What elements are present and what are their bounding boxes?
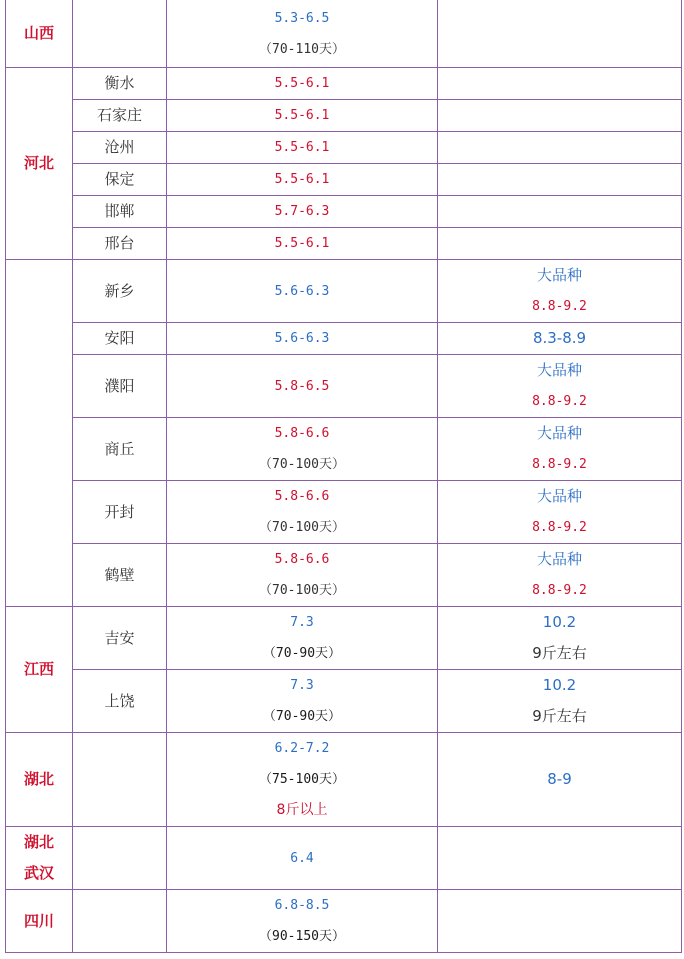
city-cell xyxy=(73,827,167,890)
city-cell: 邯郸 xyxy=(73,196,167,228)
value-cell xyxy=(438,670,682,733)
city-cell: 开封 xyxy=(73,481,167,544)
value-text: 8.3-8.9 xyxy=(532,329,587,347)
value-cell xyxy=(438,132,682,164)
range-cell xyxy=(167,0,438,68)
range-cell xyxy=(167,68,438,100)
days-value: （70-90天） xyxy=(262,646,342,661)
table-row xyxy=(6,260,682,323)
value-cell xyxy=(438,544,682,607)
province-cell: 四川 xyxy=(6,890,73,953)
variety-label: 大品种 xyxy=(536,424,582,442)
value-cell xyxy=(438,418,682,481)
value-cell xyxy=(438,100,682,132)
variety-label: 大品种 xyxy=(536,266,582,284)
table-row xyxy=(6,228,682,260)
province-cell xyxy=(6,827,73,890)
value-text: 8.8-9.2 xyxy=(532,457,587,472)
weight-text: 8斤以上 xyxy=(276,802,328,818)
table-row xyxy=(6,355,682,418)
range-cell xyxy=(167,827,438,890)
value-cell xyxy=(438,196,682,228)
range-cell xyxy=(167,323,438,355)
range-value: 5.7-6.3 xyxy=(274,204,330,219)
value-cell xyxy=(438,890,682,953)
value-text: 10.2 xyxy=(542,613,577,631)
range-value: 7.3 xyxy=(290,678,314,693)
weight-text: 9斤左右 xyxy=(532,707,587,725)
city-cell: 沧州 xyxy=(73,132,167,164)
range-value: 6.8-8.5 xyxy=(274,898,330,913)
value-cell xyxy=(438,164,682,196)
range-cell xyxy=(167,607,438,670)
value-cell xyxy=(438,0,682,68)
city-cell: 衡水 xyxy=(73,68,167,100)
range-cell xyxy=(167,418,438,481)
range-cell xyxy=(167,260,438,323)
range-value: 5.6-6.3 xyxy=(274,331,330,346)
value-text: 8.8-9.2 xyxy=(532,299,587,314)
province-line-2: 武汉 xyxy=(23,864,54,882)
city-cell: 濮阳 xyxy=(73,355,167,418)
value-cell xyxy=(438,481,682,544)
range-value: 5.6-6.3 xyxy=(274,283,330,299)
range-cell xyxy=(167,164,438,196)
range-cell xyxy=(167,544,438,607)
value-text: 8.8-9.2 xyxy=(532,520,587,535)
value-text: 10.2 xyxy=(542,676,577,694)
range-cell xyxy=(167,355,438,418)
province-cell xyxy=(6,260,73,607)
table-row xyxy=(6,733,682,827)
table-row xyxy=(6,132,682,164)
range-cell xyxy=(167,481,438,544)
range-cell xyxy=(167,132,438,164)
days-value: （75-100天） xyxy=(259,772,345,787)
range-value: 5.8-6.6 xyxy=(274,426,330,441)
range-value: 5.3-6.5 xyxy=(274,10,330,26)
days-value: （70-100天） xyxy=(259,457,345,472)
city-cell: 商丘 xyxy=(73,418,167,481)
price-table xyxy=(5,0,682,953)
value-cell xyxy=(438,260,682,323)
city-cell xyxy=(73,0,167,68)
range-value: 5.5-6.1 xyxy=(274,108,330,123)
city-cell: 保定 xyxy=(73,164,167,196)
variety-label: 大品种 xyxy=(536,550,582,568)
table-row xyxy=(6,164,682,196)
range-cell xyxy=(167,670,438,733)
range-cell xyxy=(167,733,438,827)
value-text: 8.8-9.2 xyxy=(532,394,587,409)
table-row xyxy=(6,544,682,607)
range-value: 5.5-6.1 xyxy=(274,172,330,187)
table-row xyxy=(6,418,682,481)
city-cell: 新乡 xyxy=(73,260,167,323)
table-row xyxy=(6,827,682,890)
range-value: 5.5-6.1 xyxy=(274,140,330,155)
range-value: 5.8-6.6 xyxy=(274,552,330,567)
province-line-1: 湖北 xyxy=(23,833,54,851)
days-value: （70-100天） xyxy=(259,583,345,598)
value-cell xyxy=(438,607,682,670)
city-cell: 鹤壁 xyxy=(73,544,167,607)
days-value: （90-150天） xyxy=(259,929,345,944)
range-value: 6.4 xyxy=(290,850,314,866)
table-row xyxy=(6,196,682,228)
city-cell xyxy=(73,733,167,827)
days-value: （70-100天） xyxy=(259,520,345,535)
city-cell: 邢台 xyxy=(73,228,167,260)
range-value: 5.8-6.6 xyxy=(274,489,330,504)
province-cell: 山西 xyxy=(6,0,73,68)
table-row xyxy=(6,0,682,68)
table-row xyxy=(6,670,682,733)
range-cell xyxy=(167,890,438,953)
value-cell xyxy=(438,733,682,827)
range-cell xyxy=(167,196,438,228)
city-cell xyxy=(73,890,167,953)
table-row xyxy=(6,68,682,100)
city-cell: 石家庄 xyxy=(73,100,167,132)
table-row xyxy=(6,323,682,355)
days-value: （70-90天） xyxy=(262,709,342,724)
value-text: 8.8-9.2 xyxy=(532,583,587,598)
range-cell xyxy=(167,100,438,132)
city-cell: 吉安 xyxy=(73,607,167,670)
table-row xyxy=(6,607,682,670)
value-cell xyxy=(438,68,682,100)
value-cell xyxy=(438,827,682,890)
table-row xyxy=(6,481,682,544)
province-cell: 江西 xyxy=(6,607,73,733)
value-cell xyxy=(438,323,682,355)
province-cell: 河北 xyxy=(6,68,73,260)
value-text: 8-9 xyxy=(547,770,572,788)
province-cell: 湖北 xyxy=(6,733,73,827)
weight-text: 9斤左右 xyxy=(532,644,587,662)
range-value: 7.3 xyxy=(290,615,314,630)
range-cell xyxy=(167,228,438,260)
table-row xyxy=(6,890,682,953)
range-value: 5.8-6.5 xyxy=(274,378,330,394)
table-row xyxy=(6,100,682,132)
range-value: 6.2-7.2 xyxy=(274,741,330,756)
days-value: （70-110天） xyxy=(259,41,345,57)
variety-label: 大品种 xyxy=(536,361,582,379)
range-value: 5.5-6.1 xyxy=(274,76,330,91)
variety-label: 大品种 xyxy=(536,487,582,505)
city-cell: 安阳 xyxy=(73,323,167,355)
city-cell: 上饶 xyxy=(73,670,167,733)
value-cell xyxy=(438,228,682,260)
value-cell xyxy=(438,355,682,418)
range-value: 5.5-6.1 xyxy=(274,236,330,251)
